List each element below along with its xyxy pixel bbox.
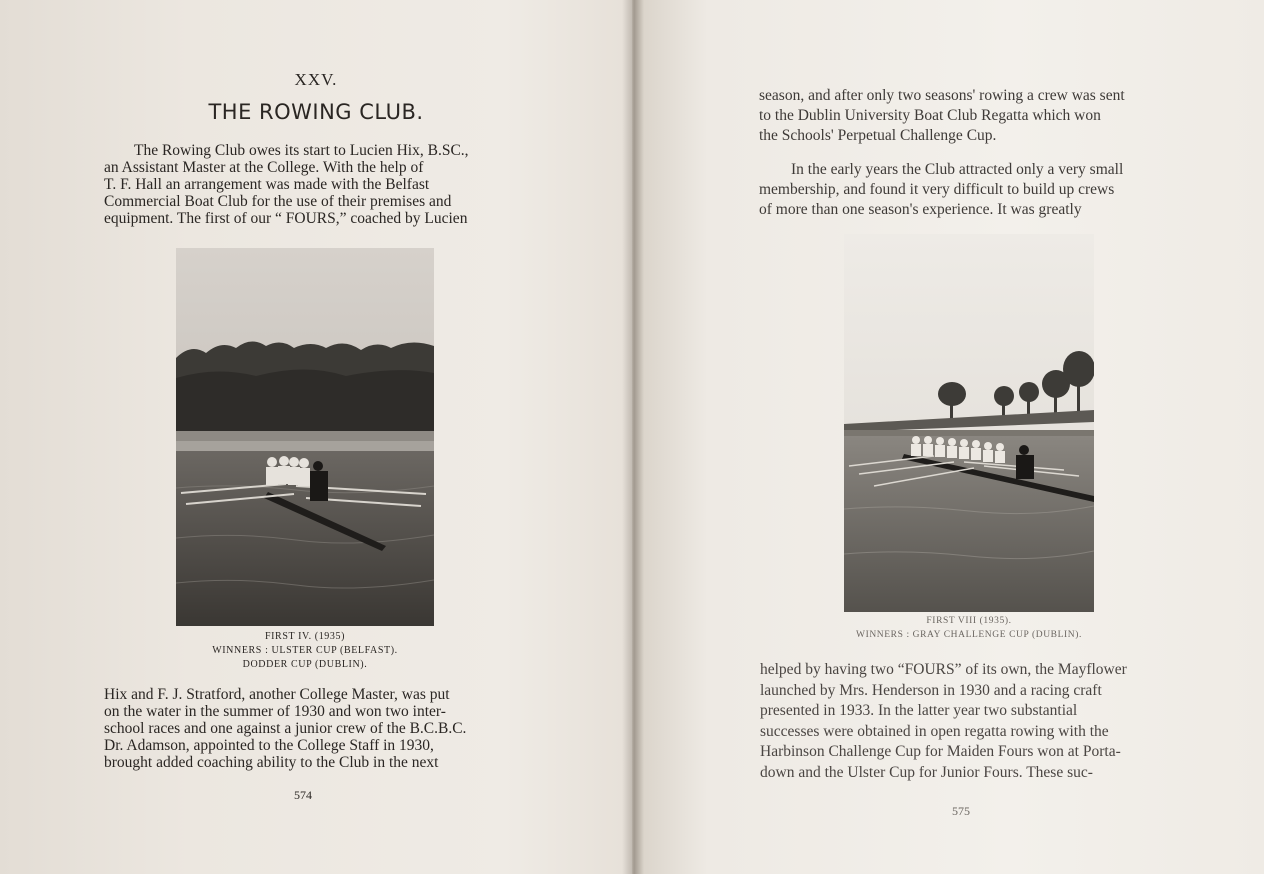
text-line: Commercial Boat Club for the use of their premises and [104,193,452,210]
right-page [632,0,1264,874]
text-line: launched by Mrs. Henderson in 1930 and a racing craft [760,681,1102,699]
first-four-caption [176,630,434,672]
caption-line: FIRST VIII (1935). [926,616,1012,626]
text-line: T. F. Hall an arrangement was made with the Belfast [104,176,430,193]
caption-line: FIRST IV. (1935) [264,631,346,642]
text-line: equipment. The first of our “ FOURS,” coached by Lucien [104,210,468,227]
text-line: membership, and found it very difficult to build up crews [759,181,1115,198]
text-line: brought added coaching ability to the Club in the next [104,754,439,771]
second-paragraph [759,160,1169,220]
text-line: successes were obtained in open regatta rowing with the [760,722,1109,740]
text-line: school races and one against a junior crew of the B.C.B.C. [104,720,467,737]
text-line: to the Dublin University Boat Club Regatta which won [759,107,1101,124]
caption-line: WINNERS : GRAY CHALLENGE CUP (DUBLIN). [856,630,1082,640]
text-line: presented in 1933. In the latter year two substantial [760,702,1078,719]
intro-paragraph [104,142,510,227]
text-line: The Rowing Club owes its start to Lucien Hix, B.SC., [134,142,469,159]
text-line: on the water in the summer of 1930 and won two inter- [104,703,446,720]
book-gutter [622,0,644,874]
chapter-number: XXV. [294,70,338,89]
text-line: down and the Ulster Cup for Junior Fours. These suc- [760,763,1093,781]
text-line: Harbinson Challenge Cup for Maiden Fours won at Porta- [760,743,1121,760]
text-line: the Schools' Perpetual Challenge Cup. [759,127,997,144]
text-line: helped by having two “FOURS” of its own, the Mayflower [760,661,1127,678]
first-four-photo [176,248,434,626]
top-paragraph [759,86,1169,146]
caption-line: DODDER CUP (DUBLIN). [242,659,368,670]
text-line: of more than one season's experience. It was greatly [759,201,1082,218]
first-eight-photo [844,234,1094,612]
text-line: an Assistant Master at the College. With the help of [104,159,424,176]
bottom-paragraph [760,660,1166,783]
text-line: Dr. Adamson, appointed to the College Staff in 1930, [104,737,434,754]
chapter-title: THE ROWING CLUB. [208,100,424,124]
first-eight-caption [832,614,1106,642]
body-paragraph [104,686,510,771]
text-line: In the early years the Club attracted only a very small [791,161,1124,178]
text-line: season, and after only two seasons' rowing a crew was sent [759,87,1125,104]
text-line: Hix and F. J. Stratford, another College Master, was put [104,686,450,703]
caption-line: WINNERS : ULSTER CUP (BELFAST). [212,645,398,656]
page-number: 575 [952,804,970,818]
page-number: 574 [294,788,312,802]
